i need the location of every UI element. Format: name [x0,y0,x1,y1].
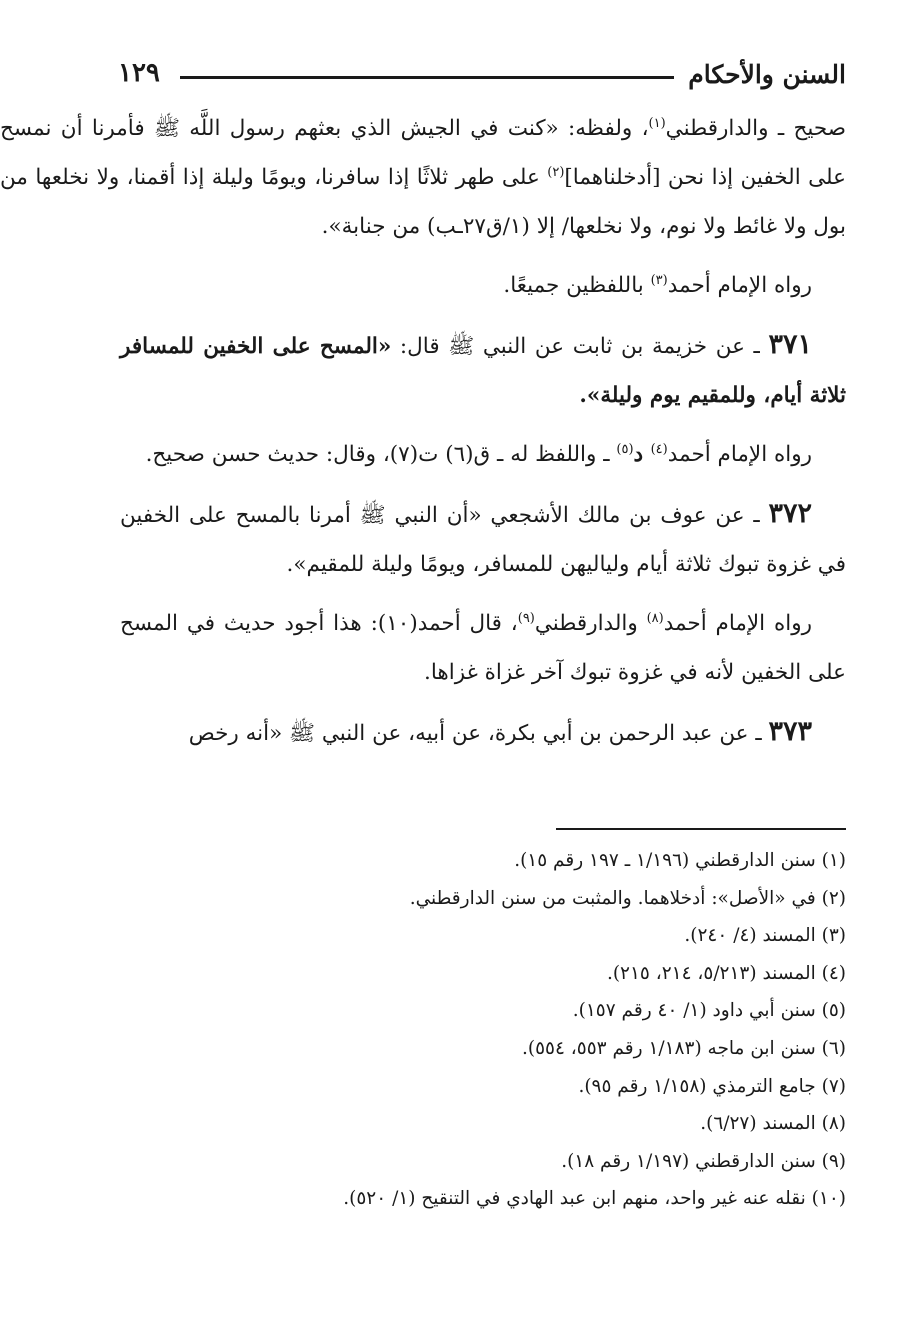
footnote-divider [556,828,846,830]
footnote-ref: (٨) [646,610,664,626]
hadith-number: ٣٧٢ [768,498,812,529]
footnote: (٢) في «الأصل»: أدخلاهما. والمثبت من سنن الدارقطني. [409,887,846,909]
hadith-number: ٣٧١ [768,329,812,360]
paragraph-text: ـ عن عبد الرحمن بن أبي بكرة، عن أبيه، عن النبي ﷺ «أنه رخص [188,721,769,746]
footnote: (٤) المسند (٥/٢١٣، ٢١٤، ٢١٥). [606,962,846,984]
main-text [0,104,846,768]
footnote: (٨) المسند (٦/٢٧). [700,1113,846,1135]
hadith-372 [0,489,846,589]
footnote: (٦) سنن ابن ماجه (١/١٨٣ رقم ٥٥٣، ٥٥٤). [522,1037,846,1059]
footnote-ref: (١) [648,115,666,131]
footnote-ref: (٩) [517,610,535,626]
footnote-ref: (٢) [547,164,565,180]
footnote: (٥) سنن أبي داود (١/ ٤٠ رقم ١٥٧). [572,1000,846,1022]
paragraph-narration [0,430,846,479]
paragraph-text: ـ عن خزيمة بن ثابت عن النبي ﷺ قال: [391,334,769,359]
footnote: (٣) المسند (٤/ ٢٤٠). [684,925,846,947]
paragraph-text: ، قال أحمد(١٠): هذا أجود حديث في المسح على الخفين لأنه في غزوة تبوك آخر غزاة غزاها. [120,611,846,685]
paragraph-text: رواه الإمام أحمد [667,273,812,298]
page-number: ١٢٩ [118,58,160,88]
footnote-ref: (٣) [650,272,668,288]
paragraph-text: ، ولفظه: «كنت في الجيش الذي بعثهم رسول اللَّه ﷺ فأمرنا أن نمسح على الخفين إذا نحن [أدخلناهما] [0,116,846,190]
paragraph-text: رواه الإمام أحمد [663,611,812,636]
paragraph-text: والدارقطني [534,611,647,636]
hadith-number: ٣٧٣ [768,716,812,747]
paragraph-text: ـ واللفظ له ـ ق(٦) ت(٧)، وقال: حديث حسن صحيح. [145,442,617,467]
header-rule [180,76,674,79]
paragraph-narration [0,261,846,310]
footnote: (٧) جامع الترمذي (١/١٥٨ رقم ٩٥). [578,1075,846,1097]
source-code: د [633,442,651,467]
hadith-371 [0,320,846,420]
paragraph-text: على طهر ثلاثًا إذا سافرنا، ويومًا وليلة إذا أقمنا، ولا نخلعها من بول ولا غائط ولا نوم، ولا نخلعها/ إلا (١/ق٢٧ـب) من جنابة». [0,165,846,239]
paragraph-text: رواه الإمام أحمد [667,442,812,467]
hadith-373 [0,707,846,758]
footnote-ref: (٥) [616,441,634,457]
paragraph-text: باللفظين جميعًا. [503,273,651,298]
footnote: (٩) سنن الدارقطني (١/١٩٧ رقم ١٨). [561,1150,846,1172]
paragraph-narration [0,599,846,697]
paragraph-continuation [0,104,846,251]
hadith-text: «المسح على الخفين للمسافر ثلاثة أيام، وللمقيم يوم وليلة». [120,334,846,408]
paragraph-text: ـ عن عوف بن مالك الأشجعي «أن النبي ﷺ أمرنا بالمسح على الخفين في غزوة تبوك ثلاثة أيام ولياليهن للمسافر، ويومًا وليلة للمقيم». [120,503,846,577]
footnotes [120,842,846,1218]
footnote: (١) سنن الدارقطني (١/١٩٦ ـ ١٩٧ رقم ١٥). [514,850,846,871]
paragraph-text: صحيح ـ والدارقطني [665,116,846,141]
page-header [118,58,846,98]
running-title: السنن والأحكام [688,60,846,89]
footnote: (١٠) نقله عنه غير واحد، منهم ابن عبد الهادي في التنقيح (١/ ٥٢٠). [343,1188,846,1210]
footnote-ref: (٤) [650,441,668,457]
